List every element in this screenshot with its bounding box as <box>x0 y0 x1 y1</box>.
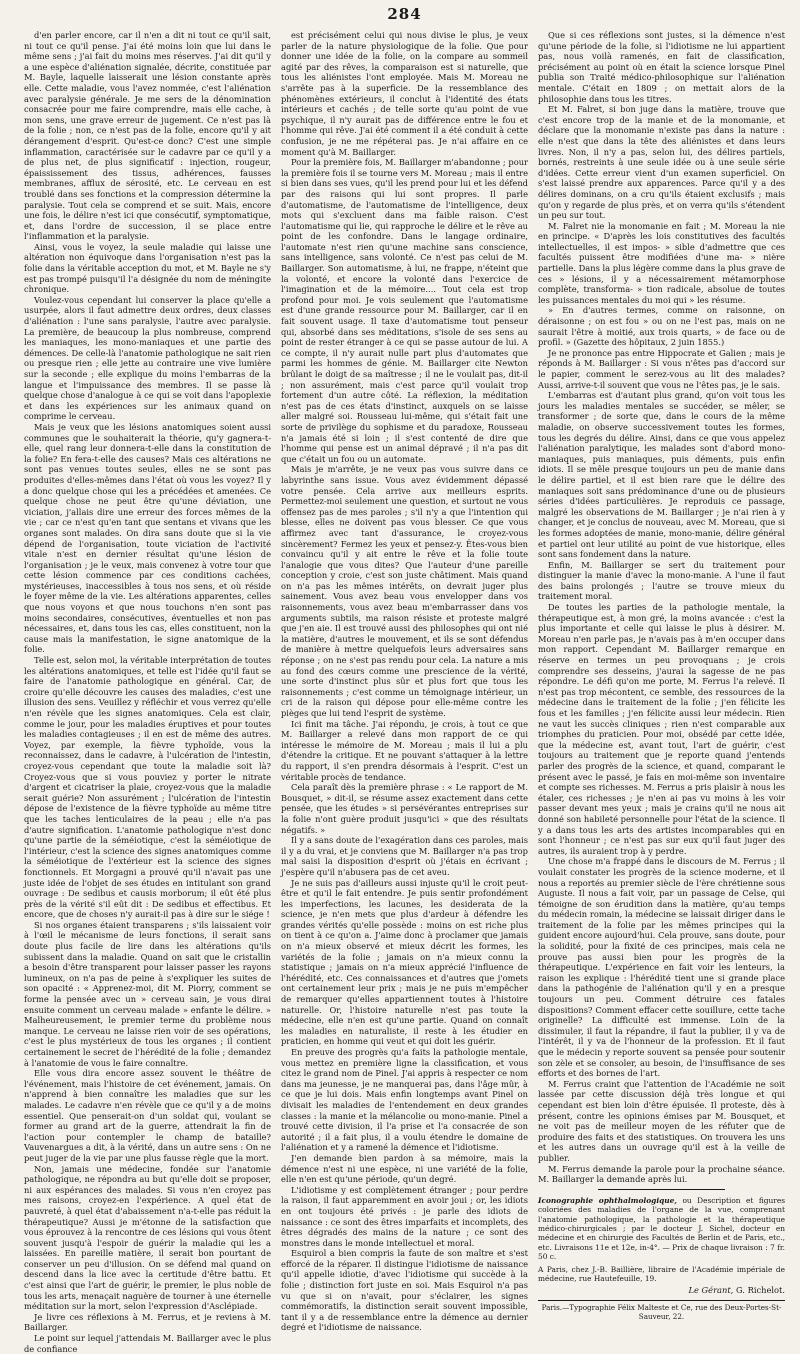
paragraph: Il y a sans doute de l'exagération dans ces paroles, mais il y a du vrai, et je conviens que M. Baillarger n'a pas trop mal saisi la disposition d'esprit où j'étais en écrivant ; j'espère qu'il n'abusera pas de cet aveu. <box>281 835 528 877</box>
paragraph: M. Ferrus demande la parole pour la prochaine séance. M. Baillarger la demande après lui. <box>538 1163 785 1185</box>
paragraph: est précisément celui qui nous divise le plus, je veux parler de la nature physiologique de la folie. Que pour donner une idée de la folie, on la compare au sommeil agité par des rêves, la comparaison est si naturelle, que tous les aliénistes l'ont employée. Mais M. Moreau ne s'arrête pas à la superficie. De la ressemblance des phénomènes extérieurs, il conclut à l'identité des états intérieurs et cachés ; de telle sorte qu'au point de vue psychique, il n'y aurait pas de différence entre le fou et l'homme qui rêve. J'ai été comment il a été conduit à cette confusion, je ne me répéterai pas. Je n'ai affaire en ce moment qu'à M. Baillarger. <box>281 30 528 157</box>
column-left <box>24 30 271 1354</box>
paragraph: Voulez-vous cependant lui conserver la place qu'elle a usurpée, alors il faut admettre deux ordres, deux classes d'aliénation : l'une sans paralysie, l'autre avec paralysie. La première, de beaucoup la plus nombreuse, comprend les maniaques, les mono-maniaques et une partie des démences. De celle-là l'anatomie pathologique ne sait rien ou presque rien ; elle jette au contraire une vive lumière sur la seconde ; elle explique du moins l'embarras de la langue et l'impuissance des membres. Il se passe là quelque chose d'analogue à ce qui se voit dans l'apoplexie et dans les expériences sur les animaux quand on comprime le cerveau. <box>24 294 271 422</box>
paragraph: Que si ces réflexions sont justes, si la démence n'est qu'une période de la folie, si l'idiotisme ne lui appartient pas, nous voilà ramenés, en fait de classification, précisément au point où en était la science lorsque Pinel publia son Traité médico-philosophique sur l'aliénation mentale. C'était en 1809 ; on mettait alors de la philosophie dans tous les titres. <box>538 30 785 104</box>
paragraph: Le point sur lequel j'attendais M. Baillarger avec le plus de confiance <box>24 1333 271 1354</box>
paragraph: Une chose m'a frappé dans le discours de M. Ferrus ; il voulait constater les progrès de la science moderne, et il nous a reportés au premier siècle de l'ère chrétienne sous Auguste. Il nous a fait voir, par un passage de Celse, qui témoigne de son érudition dans la matière, qu'au temps du médecin romain, la médecine se laissait diriger dans le traitement de la folie par les mêmes principes qui la guident encore aujourd'hui. Cela prouve, sans doute, pour la solidité, pour la fixité de ces principes, mais cela ne prouve pas aussi bien pour les progrès de la thérapeutique. L'expérience en fait voir les lenteurs, la raison les explique : l'hérédité tient une si grande place dans la pathogénie de l'aliénation qu'il y en a presque toujours un peu. Comment détruire ces fatales dispositions? Comment effacer cette souillure, cette tache originelle? La difficulté est immense. Loin de la dissimuler, il faut la répandre, il faut la publier, il y va de l'intérêt, il y va de l'honneur de la profession. Et il faut que le médecin y reporte souvent sa pensée pour soutenir son zèle et se consoler, au besoin, de l'insuffisance de ses efforts et des bornes de l'art. <box>538 856 785 1079</box>
paragraph: » En d'autres termes, comme on raisonne, on déraisonne ; on est fou » ou on ne l'est pas, mais on ne saurait l'être à moitié, aux trois quarts, » de face ou de profil. » (Gazette des hôpitaux, 2 juin 1855.) <box>538 305 785 348</box>
book-advertisement <box>538 1196 785 1284</box>
ad-publisher: A Paris, chez J.-B. Baillière, libraire de l'Académie impériale de médecine, rue Hautefeuille, 19. <box>538 1264 785 1283</box>
paragraph: Ici finit ma tâche. J'ai répondu, je crois, à tout ce que M. Baillarger a relevé dans mon rapport de ce qui intéresse le mémoire de M. Moreau ; mais il lui a plu d'étendre la critique. Et ne pouvant s'attaquer à la lettre du rapport, il s'en prendra désormais à l'esprit. C'est un véritable procès de tendance. <box>281 718 528 782</box>
column-middle <box>281 30 528 1333</box>
signature-block <box>538 1285 785 1296</box>
separator-rule <box>598 1189 725 1190</box>
paragraph: L'idiotisme y est complètement étranger ; pour perdre la raison, il faut apparemment en avoir joui ; or, les idiots en ont toujours été privés : je parle des idiots de naissance : ce sont des êtres imparfaits et incomplets, des êtres dégradés des mains de la nature ; ce sont des monstres dans le monde intellectuel et moral. <box>281 1184 528 1248</box>
paragraph: M. Ferrus craint que l'attention de l'Académie ne soit lassée par cette discussion déjà très longue et qui cependant est bien loin d'être épuisée. Il proteste, dès à présent, contre les opinions émises par M. Bousquet, et ne voit pas de meilleur moyen de les réfuter que de produire des faits et des statistiques. On trouvera les uns et les autres dans un ouvrage qu'il est à la veille de publier. <box>538 1078 785 1163</box>
ad-title: Iconographie ophthalmologique, <box>538 1195 677 1205</box>
paragraph: Cela paraît dès la première phrase : « Le rapport de M. Bousquet, » dit-il, se résume assez exactement dans cette pensée, que les études » si persévérantes entreprises sur la folie n'ont guère produit jusqu'ici » que des résultats négatifs. » <box>281 782 528 835</box>
text-columns <box>24 30 786 1354</box>
signature-label: Le Gérant, <box>688 1285 734 1296</box>
column-right <box>538 30 786 1322</box>
page-number: 284 <box>387 5 422 23</box>
paragraph: Enfin, M. Baillarger se sert du traitement pour distinguer la manie d'avec la mono-manie. A l'une il faut des bains prolongés ; l'autre se trouve mieux du traitement moral. <box>538 559 785 602</box>
paragraph: Je ne suis pas d'ailleurs aussi injuste qu'il le croit peut-être et qu'il le fait entendre. Je puis sentir profondément les imperfections, les lacunes, les desiderata de la science, je n'en mets que plus d'ardeur à défendre les grandes vérités qu'elle possède : moins on est riche plus on tient à ce qu'on a. J'aime donc à proclamer que jamais on n'a mieux observé et mieux décrit les formes, les variétés de la folie ; jamais on n'a mieux connu la statistique ; jamais on n'a mieux apprécié l'influence de l'hérédité, etc. Ces connaissances et d'autres que j'omets ont certainement leur prix ; mais je ne puis m'empêcher de remarquer qu'elles appartiennent toutes à l'histoire naturelle. Or, l'histoire naturelle n'est pas toute la médecine, elle n'en est qu'une partie. Quand on connaît les maladies en naturaliste, il reste à les étudier en praticien, en homme qui veut et qui doit les guérir. <box>281 877 528 1047</box>
signature-name: G. Richelot. <box>733 1285 785 1296</box>
printer-footer: Paris.—Typographie Félix Malteste et Ce, rue des Deux-Portes-St-Sauveur, 22. <box>538 1300 785 1321</box>
paragraph: Elle vous dira encore assez souvent le théâtre de l'événement, mais l'histoire de cet événement, jamais. On n'apprend à bien connaître les maladies que sur les malades. Le cadavre n'en révèle que ce qu'il y a de moins essentiel. Que penserait-on d'un soldat qui, voulant se former au grand art de la guerre, attendrait la fin de l'action pour contempler le champ de bataille? Vauvenargues a dit, à la vérité, dans un autre sens : On ne peut juger de la vie par une plus fausse règle que la mort. <box>24 1068 271 1163</box>
paragraph: De toutes les parties de la pathologie mentale, la thérapeutique est, à mon gré, la moins avancée : c'est la plus importante et celle qui laisse le plus à désirer. M. Moreau n'en parle pas, je n'avais pas à m'en occuper dans mon rapport. Cependant M. Baillarger remarque en réserve en termes un peu provoquans ; je crois comprendre ses desseins, j'aurai la sagesse de ne pas répondre. Le défi qu'on me porte, M. Ferrus l'a relevé. Il n'est pas trop mécontent, ce semble, des ressources de la médecine dans le traitement de la folie ; j'en félicite les fous et les familles ; j'en félicite aussi leur médecin. Rien ne vaut les succès cliniques ; rien n'est comparable aux triomphes du praticien. Pour moi, obsédé par cette idée, que la médecine est, avant tout, l'art de guérir, c'est toujours au traitement que je reporte quand j'entends parler des progrès de la science, et quand, comparant le présent avec le passé, je fais en moi-même son inventaire et compte ses richesses. M. Ferrus a pris plaisir à nous les étaler, ces richesses ; je n'en ai pas vu moins à les voir passer devant mes yeux ; mais je crains qu'il ne nous ait donné son habileté personnelle pour l'état de la science. Il y a dans tous les arts des artistes incomparables qui en sont l'honneur ; ce n'est pas sur eux qu'il faut juger des autres, ils auraient trop à y perdre. <box>538 602 785 856</box>
paragraph: Si nos organes étaient transparens ; s'ils laissaient voir à l'œil le mécanisme de leurs fonctions, il serait sans doute plus facile de lire dans les altérations qu'ils subissent dans la maladie. Quand on sait que le cristallin a besoin d'être transparent pour laisser passer les rayons lumineux, on n'a pas de peine à s'expliquer les suites de son opacité : « Apprenez-moi, dit M. Piorry, comment se forme la pensée avec un » cerveau sain, je vous dirai ensuite comment un cerveau malade » enfante le délire. » Malheureusement, le premier terme du problème nous manque. Le cerveau ne laisse rien voir de ses opérations, c'est le plus mystérieux de tous les organes ; il contient certainement le secret de l'hérédité de la folie ; demandez à l'anatomie de vous le faire connaître. <box>24 919 271 1068</box>
paragraph: Et M. Falret, si bon juge dans la matière, trouve que c'est encore trop de la manie et de la monomanie, et déclare que la monomanie n'existe pas dans la nature : elle n'est que dans la tête des aliénistes et dans leurs livres. Non, il n'y a pas, selon lui, des délires partiels, bornés, restreints à une seule idée ou à une seule série d'idées. Cette erreur vient d'un examen superficiel. On s'est laissé prendre aux apparences. Parce qu'il y a des délires dominans, on a cru qu'ils étaient exclusifs ; mais qu'on y regarde de plus près, et on verra qu'ils s'étendent un peu sur tout. <box>538 104 785 221</box>
paragraph: Esquirol a bien compris la faute de son maître et s'est efforcé de la réparer. Il distingue l'idiotisme de naissance qu'il appelle idiotie, d'avec l'idiotisme qui succède à la folie ; distinction fort juste en soi. Mais Esquirol n'a pas vu que si on n'avait, pour s'éclairer, les signes commémoratifs, la distinction serait souvent impossible, tant il y a de ressemblance entre la démence au dernier degré et l'idiotisme de naissance. <box>281 1248 528 1333</box>
paragraph: J'en demande bien pardon à sa mémoire, mais la démence n'est ni une espèce, ni une variété de la folie, elle n'en est qu'une période, qu'un degré. <box>281 1152 528 1185</box>
paragraph: Mais je m'arrête, je ne veux pas vous suivre dans ce labyrinthe sans issue. Vous avez évidemment dépassé votre pensée. Cela arrive aux meilleurs esprits. Permettez-moi seulement une question, et surtout ne vous offensez pas de mes paroles ; s'il n'y a que l'intention qui blesse, elles ne doivent pas vous blesser. Ce que vous affirmez avec tant d'assurance, le croyez-vous sincèrement? Fermez les yeux et pensez-y. Êtes-vous bien convaincu qu'il y ait entre le rêve et la folie toute l'analogie que vous dites? Que l'auteur d'une pareille conception y croie, c'est son juste châtiment. Mais quand on n'a pas les mêmes intérêts, on devrait juger plus sainement. Vous avez beau vous envelopper dans vos raisonnements, vous avez beau m'embarrasser dans vos arguments subtils, ma raison résiste et proteste malgré que j'en aie. Il est trouvé aussi des philosophes qui ont nié la matière, d'autres le mouvement, et ils se sont défendus de manière à mettre quelquefois leurs adversaires sans réponse ; on ne s'est pas rendu pour cela. La nature a mis au fond des cœurs comme une prescience de la vérité, une sorte d'instinct plus sûr et plus fort que tous les raisonnements ; c'est comme un témoignage intérieur, un cri de la raison qui dépose pour elle-même contre les pièges que lui tend l'esprit de système. <box>281 464 528 718</box>
paragraph: Je livre ces réflexions à M. Ferrus, et je reviens à M. Baillarger. <box>24 1311 271 1333</box>
paragraph: d'en parler encore, car il n'en a dit ni tout ce qu'il sait, ni tout ce qu'il pense. J'ai été moins loin que lui dans le même sens ; j'ai fait du moins mes réserves. J'ai dit qu'il y a une espèce d'aliénation signalée, décrite, constituée par M. Bayle, laquelle laisserait une lésion constante après elle. Cette maladie, vous l'avez nommée, c'est l'aliénation avec paralysie générale. Je me sers de la dénomination consacrée pour me faire comprendre, mais elle cache, à mon sens, une grave erreur de jugement. Ce n'est pas là de la folie ; non, ce n'est pas de la folie, encore qu'il y ait dérangement d'esprit. Qu'est-ce donc? C'est une simple inflammation, caractérisée sur le cadavre par ce qu'il y a de plus net, de plus significatif : injection, rougeur, épaississement des tissus, adhérences, fausses membranes, afflux de sérosité, etc. Le cerveau en est troublé dans ses fonctions et la compression détermine la paralysie. Tout cela se comprend et se suit. Mais, encore une fois, le délire n'est ici que consécutif, symptomatique, et, dans l'ordre de succession, il se place entre l'inflammation et la paralysie. <box>24 30 271 242</box>
column-right-body <box>538 30 785 1185</box>
ad-text: ou Description et figures coloriées des maladies de l'organe de la vue, comprenant l'anatomie pathologique, la pathologie et la thérapeutique médico-chirurgicales ; par le docteur J. Sichel, docteur en médecine et en chirurgie des Facultés de Berlin et de Paris, etc., etc. Livraisons 11e et 12e, in-4°. — Prix de chaque livraison : 7 fr. 50 c. <box>538 1195 786 1262</box>
paragraph: L'embarras est d'autant plus grand, qu'on voit tous les jours les maladies mentales se succéder, se mêler, se transformer ; de sorte que, dans le cours de la même maladie, on observe successivement toutes les formes, tous les degrés du délire. Ainsi, dans ce que vous appelez l'aliénation paralytique, les malades sont d'abord mono-maniaques, puis maniaques, puis déments, puis enfin idiots. Il se mêle presque toujours un peu de manie dans le délire partiel, et il est bien rare que le délire des maniaques soit sans prédominance d'une ou de plusieurs séries d'idées particulières. Je reproduis ce passage, malgré les observations de M. Baillarger ; je n'ai rien à y changer, et je conclus de nouveau, avec M. Moreau, que si les formes adoptées de manie, mono-manie, délire général et partiel ont leur utilité au point de vue historique, elles sont sans fondement dans la nature. <box>538 390 785 560</box>
paragraph: Ainsi, vous le voyez, la seule maladie qui laisse une altération non équivoque dans l'organisation n'est pas la folie dans la véritable acception du mot, et M. Bayle ne s'y est pas trompé puisqu'il l'a désignée du nom de méningite chronique. <box>24 241 271 295</box>
paragraph: En preuve des progrès qu'a faits la pathologie mentale, vous mettez en première ligne la classification, et vous citez le grand nom de Pinel. J'ai appris à respecter ce nom dans ma jeunesse, je ne manquerai pas, dans l'âge mûr, à ce que je lui dois. Mais enfin longtemps avant Pinel on divisait les maladies de l'entendement en deux grandes classes : la manie et la mélancolie ou mono-manie. Pinel a trouvé cette division, il l'a prise et l'a consacrée de son autorité ; il a fait plus, il a voulu étendre le domaine de l'aliénation et y a ramené la démence et l'idiotisme. <box>281 1047 528 1153</box>
paragraph: Pour la première fois, M. Baillarger m'abandonne ; pour la première fois il se tourne vers M. Moreau ; mais il entre si bien dans ses vues, qu'il les prend pour lui et les défend par des raisons qui lui sont propres. Il parle d'automatisme, de l'automatisme de l'intelligence, deux mots qui s'excluent dans ma faible raison. C'est l'automatisme qui lie, qui rapproche le délire et le rêve au point de les confondre. Dans le langage ordinaire, l'automate n'est rien qu'une machine sans conscience, sans intelligence, sans volonté. Ce n'est pas celui de M. Baillarger. Son automatisme, à lui, ne frappe, n'éteint que la volonté, et encore la volonté dans l'exercice de l'imagination et de la mémoire.... Tout cela est trop profond pour moi. Je vois seulement que l'automatisme est d'une grande ressource pour M. Baillarger, car il en fait souvent usage. Il taxe d'automatisme tout penseur qui, absorbé dans ses méditations, s'isole de ses sens au point de rester étranger à ce qui se passe autour de lui. A ce compte, il n'y aurait nulle part plus d'automates que parmi les hommes de génie. M. Baillarger cite Newton brûlant le doigt de sa maîtresse ; il ne le voulait pas, dit-il ; non assurément, mais c'est parce qu'il voulait trop fortement d'un autre côté. La réflexion, la méditation n'est pas de ces états d'instinct, auxquels on se laisse aller malgré soi. Rousseau lui-même, qui s'était fait une sorte de privilège du sophisme et du paradoxe, Rousseau n'a jamais été si loin ; il s'est contenté de dire que l'homme qui pense est un animal dépravé ; il n'a pas dit que c'était un fou ou un automate. <box>281 157 528 464</box>
paragraph: Mais je veux que les lésions anatomiques soient aussi communes que le souhaiterait la théorie, qu'y gagnera-t-elle, quel rang leur donnera-t-elle dans la constitution de la folie? En fera-t-elle des causes? Mais ces altérations ne sont pas venues toutes seules, elles ne se sont pas produites d'elles-mêmes dans l'état où vous les voyez? Il y a donc quelque chose qui les a précédées et amenées. Ce quelque chose ne peut être qu'une déviation, une viciation, j'allais dire une erreur des forces mêmes de la vie ; car ce n'est qu'en tant que sentans et vivans que les organes sont malades. On dira sans doute que si la vie dépend de l'organisation, toute viciation de l'activité vitale n'est en dernier résultat qu'une lésion de l'organisation ; je le veux, mais convenez à votre tour que cette lésion commence par ces conditions cachées, mystérieuses, inaccessibles à tous nos sens, et où réside le foyer même de la vie. Les altérations apparentes, celles que nous voyons et que nous touchons n'en sont pas moins secondaires, consécutives, éventuelles et non pas nécessaires, et, dans tous les cas, elles constituent, non la cause mais la manifestation, le signe anatomique de la folie. <box>24 421 271 655</box>
paragraph: Non, jamais une médecine, fondée sur l'anatomie pathologique, ne répondra au but qu'elle doit se proposer, ni aux espérances des malades. Si vous n'en croyez pas mes raisons, croyez-en l'expérience. A quel état de pauvreté, à quel état d'abaissement n'a-t-elle pas réduit la thérapeutique? Aussi je m'étonne de la satisfaction que vous éprouvez à la rencontre de ces lésions qui vous ôtent souvent jusqu'à l'espoir de guérir la maladie qui les a laissées. En pareille matière, il serait bon pourtant de conserver un peu d'illusion. On se défend mal quand on descend dans la lice avec la certitude d'être battu. Et c'est ainsi que l'art de guérir, le premier, le plus noble de tous les arts, menaçait naguère de tourner à une éternelle méditation sur la mort, selon l'expression d'Asclépiade. <box>24 1163 271 1312</box>
paragraph: Telle est, selon moi, la véritable interprétation de toutes les altérations anatomiques, et telle est l'idée qu'il faut se faire de l'anatomie pathologique en général. Car, de croire qu'elle découvre les causes des maladies, c'est une illusion des sens. Veuillez y réfléchir et vous verrez qu'elle n'en révèle que les signes anatomiques. Cela est clair, comme le jour, pour les maladies éruptives et pour toutes les maladies contagieuses ; il en est de même des autres. Voyez, par exemple, la fièvre typhoïde, vous la reconnaissez, dans le cadavre, à l'ulcération de l'intestin, croyez-vous cependant que toute la maladie soit là? Croyez-vous que si vous pouviez y porter le nitrate d'argent et cicatriser la plaie, croyez-vous que la maladie serait guérie? Non assurément ; l'ulcération de l'intestin dépose de l'existence de la fièvre typhoïde au même titre que les taches lenticulaires de la peau ; elle n'a pas d'autre signification. L'anatomie pathologique n'est donc qu'une partie de la séméiotique, c'est la séméiotique de l'intérieur, c'est la science des signes anatomiques comme la séméiotique de l'extérieur est la science des signes fonctionnels. Et Morgagni a prouvé qu'il n'avait pas une juste idée de l'objet de ses études en intitulant son grand ouvrage : De sedibus et causis morborum; il eût été plus près de la vérité s'il eût dit : De sedibus et effectibus. Et encore, que de choses n'y aurait-il pas à dire sur le siége ! <box>24 655 271 920</box>
paragraph: M. Falret nie la monomanie en fait ; M. Moreau la nie en principe. « D'après les lois constitutives des facultés intellectuelles, il est impos- » sible d'admettre que ces facultés puissent être modifiées d'une ma- » nière partielle. Dans la plus légère comme dans la plus grave de ces » lésions, il y a nécessairement métamorphose complète, transforma- » tion radicale, absolue de toutes les puissances mentales du moi qui » les résume. <box>538 220 785 305</box>
paragraph: Je ne prononce pas entre Hippocrate et Galien ; mais je réponds à M. Baillarger : Si vous n'êtes pas d'accord sur le papier, comment le serez-vous au lit des malades? Aussi, arrive-t-il souvent que vous ne l'êtes pas, je le sais. <box>538 347 785 390</box>
